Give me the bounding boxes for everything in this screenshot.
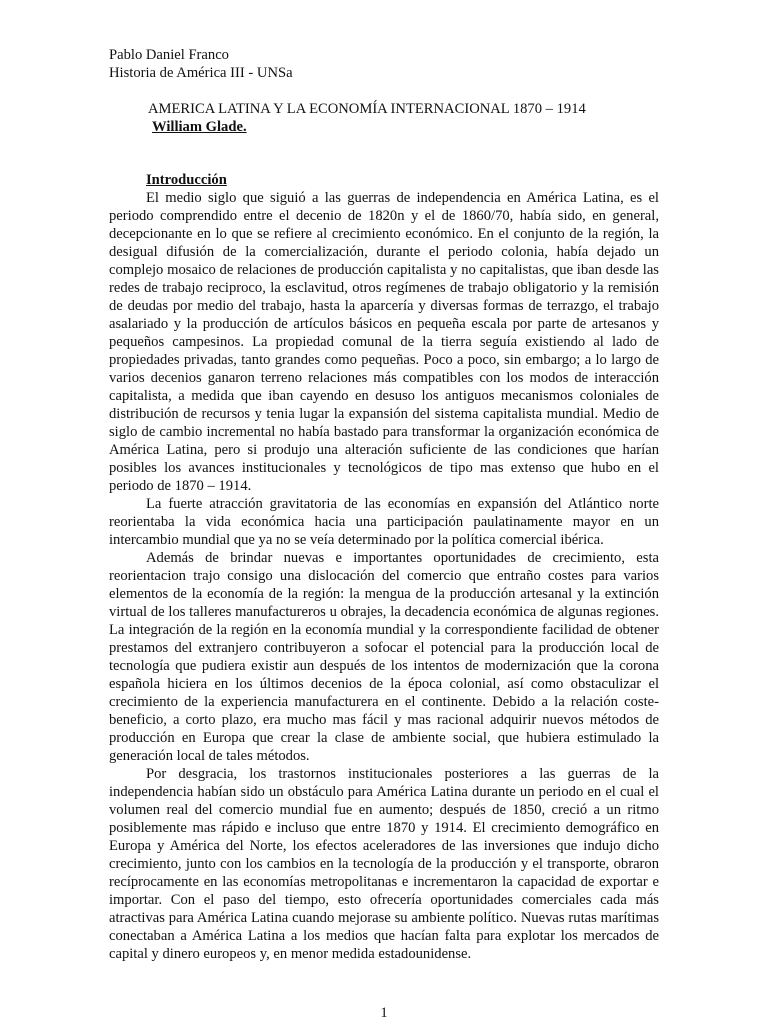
document-title: AMERICA LATINA Y LA ECONOMÍA INTERNACIONAL 1870 – 1914 <box>148 101 586 117</box>
section-heading: Introducción <box>146 172 227 188</box>
document-header <box>109 46 669 82</box>
page-number: 1 <box>380 1005 388 1021</box>
source-author: William Glade. <box>152 119 247 135</box>
title-block <box>148 100 688 136</box>
author-name: Pablo Daniel Franco <box>109 47 229 63</box>
paragraph: El medio siglo que siguió a las guerras de independencia en América Latina, es el periodo comprendido entre el decenio de 1820n y el de 1860/70, había sido, en general, decepcionante en lo que se refiere al crecimiento económico. En el conjunto de la región, la desigual difusión de la comercialización, durante el periodo colonia, había dejado un complejo mosaico de relaciones de producción capitalista y no capitalistas, que iban desde las redes de trabajo reciproco, la esclavitud, otros regímenes de trabajo obligatorio y la remisión de deudas por medio del trabajo, hasta la aparcería y diversas formas de terrazgo, el trabajo asalariado y la producción de artículos básicos en pequeña escala por parte de artesanos y pequeños campesinos. La propiedad comunal de la tierra seguía existiendo al lado de propiedades privadas, tanto grandes como pequeñas. Poco a poco, sin embargo; a lo largo de varios decenios ganaron terreno relaciones más compatibles con los modos de interacción capitalista, a medida que iban cayendo en desuso los antiguos mecanismos coloniales de distribución de recursos y tenia lugar la expansión del sistema capitalista mundial. Medio de siglo de cambio incremental no había bastado para transformar la organización económica de América Latina, pero si produjo una alteración suficiente de las condiciones que harían posibles los avances institucionales y tecnológicos de tipo mas extenso que hubo en el periodo de 1870 – 1914. <box>109 190 659 494</box>
paragraph: La fuerte atracción gravitatoria de las economías en expansión del Atlántico norte reorientaba la vida económica hacia una participación paulatinamente mayor en un intercambio mundial que ya no se veía determinado por la política comercial ibérica. <box>109 496 659 548</box>
paragraph: Además de brindar nuevas e importantes oportunidades de crecimiento, esta reorientacion trajo consigo una dislocación del comercio que entraño costes para varios elementos de la economía de la región: la mengua de la producción artesanal y la extinción virtual de los talleres manufactureros u obrajes, la decadencia económica de algunas regiones. La integración de la región en la economía mundial y la correspondiente facilidad de obtener prestamos del extranjero contribuyeron a sofocar el potencial para la producción local de tecnología que pudiera existir aun después de los intentos de modernización que la corona española hiciera en los últimos decenios de la época colonial, así como obstaculizar el crecimiento de la experiencia manufacturera en el continente. Debido a la relación coste-beneficio, a corto plazo, era mucho mas fácil y mas racional adquirir nuevos métodos de producción en Europa que crear la clase de ambiente social, que hubiera estimulado la generación local de tales métodos. <box>109 550 659 764</box>
paragraph: Por desgracia, los trastornos institucionales posteriores a las guerras de la independencia habían sido un obstáculo para América Latina durante un periodo en el cual el volumen real del comercio mundial fue en aumento; después de 1850, creció a un ritmo posiblemente mas rápido e incluso que entre 1870 y 1914. El crecimiento demográfico en Europa y América del Norte, los efectos aceleradores de las inversiones que indujo dicho crecimiento, junto con los cambios en la tecnología de la producción y el transporte, obraron recíprocamente en las economías metropolitanas e incrementaron la capacidad de exportar e importar. Con el paso del tiempo, esto ofrecería oportunidades comerciales cada más atractivas para América Latina cuando mejorase su ambiente político. Nuevas rutas marítimas conectaban a América Latina a los medios que hacían falta para explotar los mercados de capital y dinero europeos y, en menor medida estadounidense. <box>109 766 659 962</box>
document-body <box>109 171 659 963</box>
course-name: Historia de América III - UNSa <box>109 65 293 81</box>
